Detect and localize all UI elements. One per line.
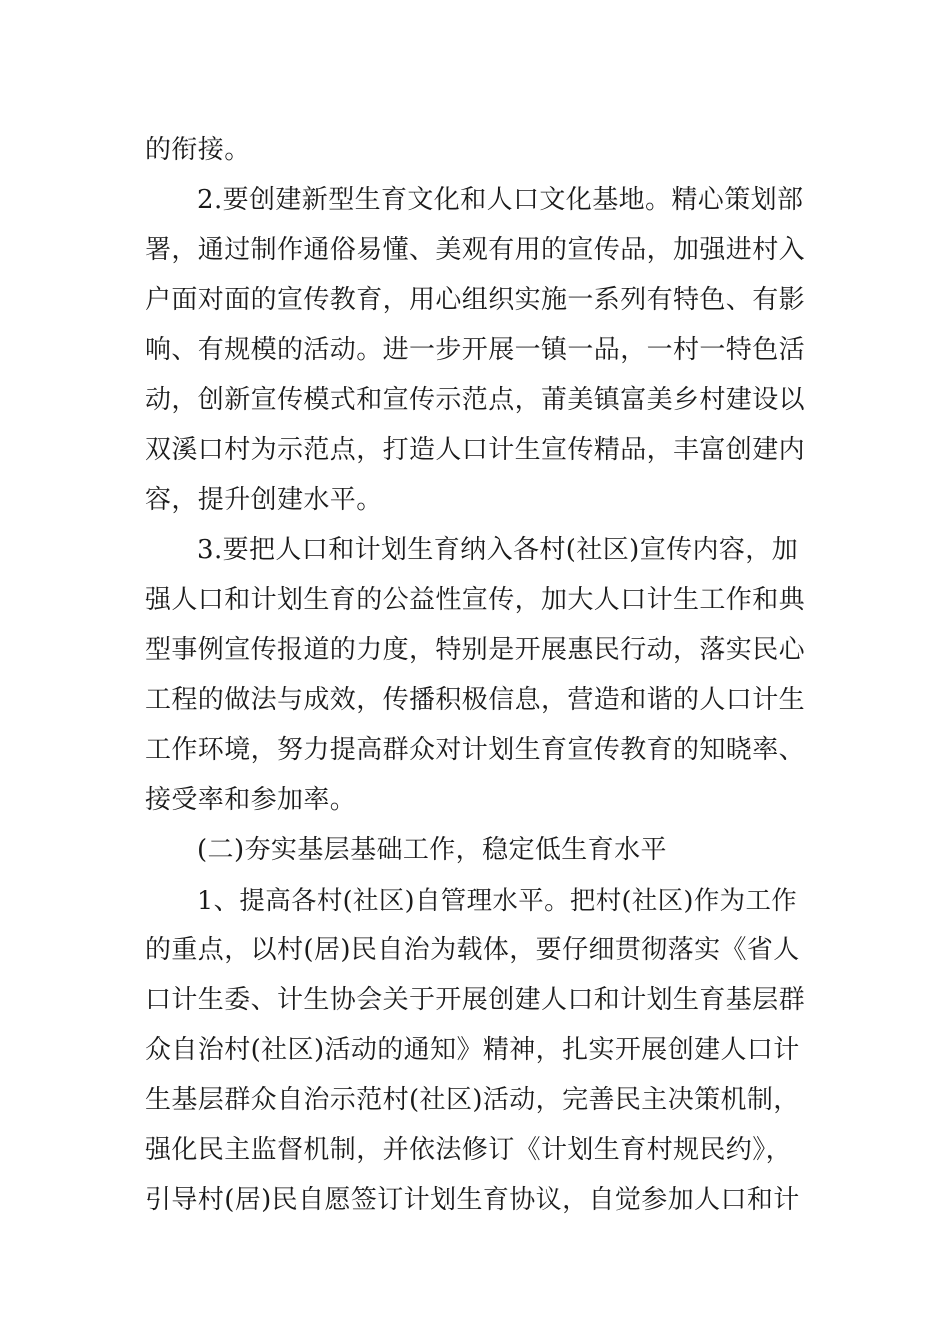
- text-line: 动，创新宣传模式和宣传示范点，莆美镇富美乡村建设以: [145, 385, 806, 415]
- paragraph-first-line: 2.要创建新型生育文化和人口文化基地。精心策划部: [197, 185, 804, 215]
- text-line: 双溪口村为示范点，打造人口计生宣传精品，丰富创建内: [145, 435, 806, 465]
- text-line: 强人口和计划生育的公益性宣传，加大人口计生工作和典: [145, 585, 806, 615]
- text-line: 接受率和参加率。: [145, 785, 357, 815]
- text-line: 生基层群众自治示范村(社区)活动，完善民主决策机制，: [145, 1085, 800, 1115]
- text-line: 署，通过制作通俗易懂、美观有用的宣传品，加强进村入: [145, 235, 806, 265]
- text-line: 强化民主监督机制，并依法修订《计划生育村规民约》，: [145, 1135, 793, 1165]
- text-line: 众自治村(社区)活动的通知》精神，扎实开展创建人口计: [145, 1035, 800, 1065]
- paragraph-first-line: 1、提高各村(社区)自管理水平。把村(社区)作为工作: [197, 885, 798, 915]
- text-line: 响、有规模的活动。进一步开展一镇一品，一村一特色活: [145, 335, 806, 365]
- text-line: 的衔接。: [145, 135, 251, 165]
- text-line: 户面对面的宣传教育，用心组织实施一系列有特色、有影: [145, 285, 806, 315]
- text-line: 容，提升创建水平。: [145, 485, 383, 515]
- paragraph-first-line: 3.要把人口和计划生育纳入各村(社区)宣传内容，加: [197, 535, 799, 565]
- text-line: 工程的做法与成效，传播积极信息，营造和谐的人口计生: [145, 685, 806, 715]
- text-line: 口计生委、计生协会关于开展创建人口和计划生育基层群: [145, 985, 806, 1015]
- text-line: 引导村(居)民自愿签订计划生育协议，自觉参加人口和计: [145, 1185, 800, 1215]
- text-line: 工作环境，努力提高群众对计划生育宣传教育的知晓率、: [145, 735, 806, 765]
- text-line: 型事例宣传报道的力度，特别是开展惠民行动，落实民心: [145, 635, 806, 665]
- text-line: 的重点，以村(居)民自治为载体，要仔细贯彻落实《省人: [145, 935, 800, 965]
- section-heading: (二)夯实基层基础工作，稳定低生育水平: [197, 835, 667, 865]
